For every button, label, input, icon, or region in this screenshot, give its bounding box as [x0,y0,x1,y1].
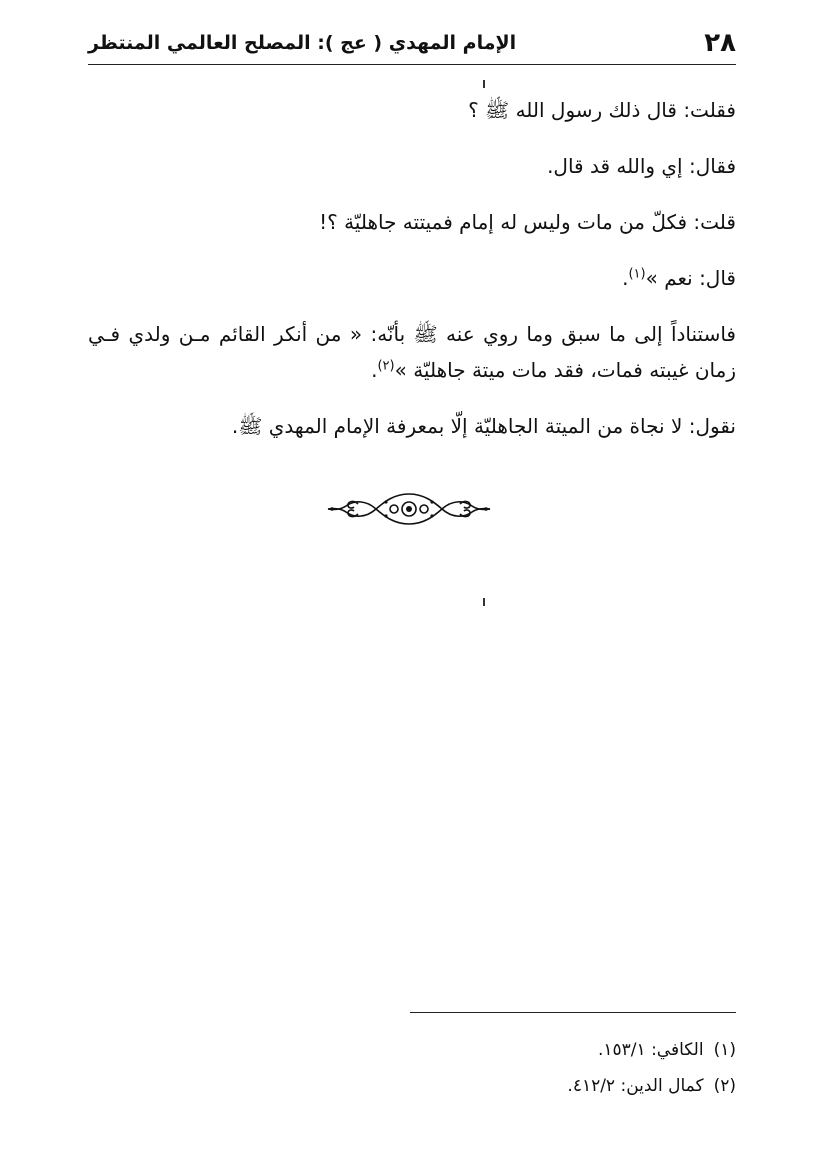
footnote-2-text: كمال الدين: ٤١٢/٢. [567,1076,704,1096]
footnote-1-text: الكافي: ١٥٣/١. [598,1040,704,1060]
paragraph-4-text: قال: نعم » [645,266,736,290]
footnote-1 [410,1032,736,1068]
footnote-ref-1: (١) [628,266,646,282]
footnote-1-mark: (١) [713,1040,736,1060]
footnote-2-mark: (٢) [713,1076,736,1096]
paragraph-4 [88,260,736,296]
header-rule [88,64,736,65]
paragraph-5 [88,316,736,388]
body-text [88,92,736,464]
paragraph-6: نقول: لا نجاة من الميتة الجاهليّة إلّا بمعرفة الإمام المهدي ﷺ. [231,414,736,438]
paragraph-4-end: . [622,266,629,290]
footnote-ref-2: (٢) [377,358,395,374]
page-number: ٢٨ [704,28,736,58]
decorative-ornament-icon [324,490,494,528]
margin-tick-top [483,80,485,88]
footnotes [410,1032,736,1104]
paragraph-1: فقلت: قال ذلك رسول الله ﷺ ؟ [468,98,736,122]
running-title: الإمام المهدي ( عج ): المصلح العالمي المنتظر [88,32,517,54]
footnote-2 [410,1068,736,1104]
footnote-rule [410,1012,736,1013]
paragraph-3: قلت: فكلّ من مات وليس له إمام فميتته جاهليّة ؟! [319,210,736,234]
paragraph-2: فقال: إي والله قد قال. [547,154,736,178]
paragraph-5-end: . [371,358,378,382]
page-header [88,26,736,64]
paragraph-5-text: فاستناداً إلى ما سبق وما روي عنه ﷺ بأنّه: « من أنكر القائم مـن ولدي فـي زمان غيبته فمات، فقد مات ميتة جاهليّة » [88,322,736,382]
margin-tick-bottom [483,598,485,606]
